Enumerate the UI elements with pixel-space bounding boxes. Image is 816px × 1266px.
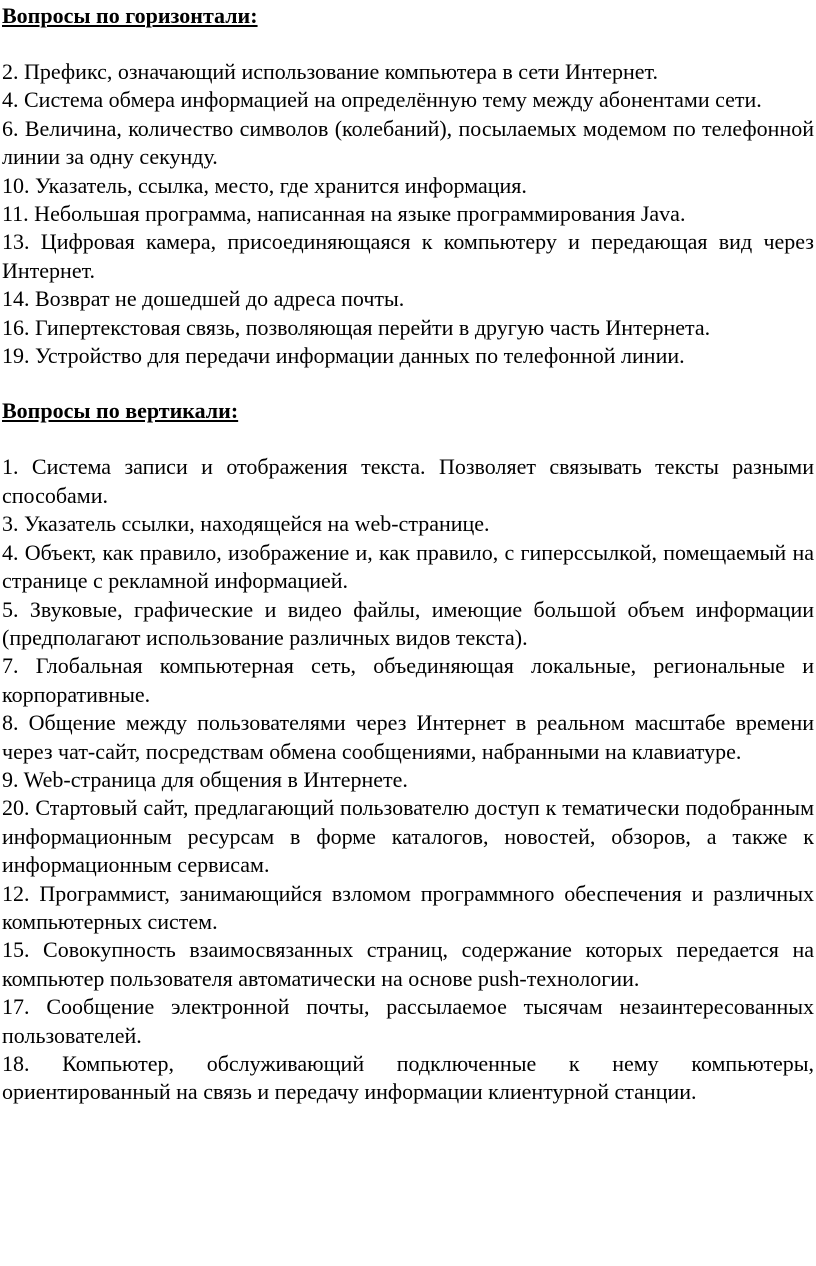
- horizontal-section: [2, 2, 814, 370]
- vertical-item-9: 9. Web-страница для общения в Интернете.: [2, 766, 408, 792]
- horizontal-item-6: 6. Величина, количество символов (колебаний), посылаемых модемом по телефонной линии за одну секунду.: [2, 115, 814, 170]
- vertical-item-17: 17. Сообщение электронной почты, рассылаемое тысячам незаинтересованных пользователей.: [2, 994, 814, 1048]
- vertical-list: [2, 453, 814, 1106]
- horizontal-item-14: 14. Возврат не дошедшей до адреса почты.: [2, 286, 405, 312]
- horizontal-item-19: 19. Устройство для передачи информации данных по телефонной линии.: [2, 343, 685, 369]
- horizontal-item-2: 2. Префикс, означающий использование компьютера в сети Интернет.: [2, 59, 659, 84]
- vertical-item-8: 8. Общение между пользователями через Интернет в реальном масштабе времени через чат-сайт, посредствам обмена сообщениями, набранными на клавиатуре.: [2, 710, 814, 764]
- vertical-item-5: 5. Звуковые, графические и видео файлы, имеющие большой объем информации (предполагают использование различных видов текста).: [2, 596, 814, 650]
- horizontal-list: [2, 58, 814, 370]
- vertical-item-18: 18. Компьютер, обслуживающий подключенные к нему компьютеры, ориентированный на связь и передачу информации клиентурной станции.: [2, 1051, 814, 1105]
- vertical-heading: Вопросы по вертикали:: [2, 398, 239, 424]
- vertical-item-7: 7. Глобальная компьютерная сеть, объединяющая локальные, региональные и корпоративные.: [2, 653, 814, 707]
- horizontal-heading: Вопросы по горизонтали:: [2, 3, 258, 28]
- vertical-item-3: 3. Указатель ссылки, находящейся на web-странице.: [2, 511, 490, 537]
- vertical-item-20: 20. Стартовый сайт, предлагающий пользователю доступ к тематически подобранным информационным ресурсам в форме каталогов, новостей, обзоров, а также к информационным сервисам.: [2, 795, 814, 878]
- vertical-item-1: 1. Система записи и отображения текста. Позволяет связывать тексты разными способами.: [2, 454, 814, 508]
- vertical-item-15: 15. Совокупность взаимосвязанных страниц, содержание которых передается на компьютер пользователя автоматически на основе push-технологии.: [2, 937, 814, 991]
- vertical-section: [2, 397, 814, 1106]
- horizontal-item-11: 11. Небольшая программа, написанная на языке программирования Java.: [2, 201, 686, 227]
- horizontal-item-16: 16. Гипертекстовая связь, позволяющая перейти в другую часть Интернета.: [2, 314, 711, 340]
- horizontal-item-4: 4. Система обмера информацией на определённую тему между абонентами сети.: [2, 87, 762, 113]
- vertical-item-12: 12. Программист, занимающийся взломом программного обеспечения и различных компьютерных систем.: [2, 880, 814, 934]
- horizontal-item-13: 13. Цифровая камера, присоединяющаяся к компьютеру и передающая вид через Интернет.: [2, 229, 814, 283]
- vertical-item-4: 4. Объект, как правило, изображение и, как правило, с гиперссылкой, помещаемый на странице с рекламной информацией.: [2, 539, 814, 594]
- horizontal-item-10: 10. Указатель, ссылка, место, где хранится информация.: [2, 172, 527, 198]
